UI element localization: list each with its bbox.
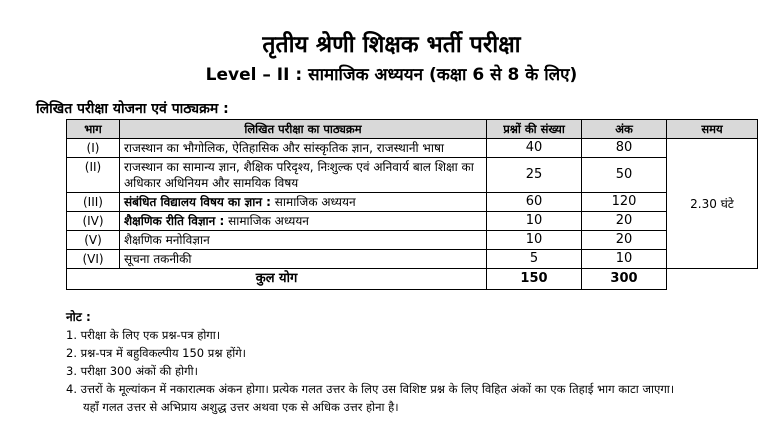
row-syllabus (120, 212, 487, 231)
row-syllabus (120, 139, 487, 158)
table-row (67, 193, 758, 212)
row-marks: 20 (582, 231, 667, 250)
total-label: कुल योग (67, 269, 487, 290)
header-syllabus: लिखित परीक्षा का पाठ्यक्रम (120, 120, 487, 139)
note-number: 4. (66, 382, 77, 396)
header-time: समय (667, 120, 758, 139)
row-syllabus (120, 158, 487, 193)
row-questions: 10 (487, 212, 582, 231)
row-syllabus (120, 193, 487, 212)
row-syllabus-text: राजस्थान का भौगोलिक, ऐतिहासिक और सांस्कृतिक ज्ञान, राजस्थानी भाषा (124, 141, 445, 155)
section-heading: लिखित परीक्षा योजना एवं पाठ्यक्रम : (36, 101, 229, 117)
header-questions: प्रश्नों की संख्या (487, 120, 582, 139)
table-header-row (67, 120, 758, 139)
row-syllabus-bold: शैक्षणिक रीति विज्ञान : (124, 214, 225, 228)
total-questions: 150 (487, 269, 582, 290)
row-questions: 10 (487, 231, 582, 250)
note-item (66, 344, 766, 362)
row-syllabus-text: सूचना तकनीकी (124, 252, 192, 266)
note-number: 1. (66, 328, 77, 342)
note-item (66, 380, 766, 416)
note-text: उत्तरों के मूल्यांकन में नकारात्मक अंकन होगा। प्रत्येक गलत उत्तर के लिए उस विशिष्ट प्रश्न के लिए विहित अंकों का एक तिहाई भाग काटा जाएगा। (80, 382, 675, 396)
note-item (66, 362, 766, 380)
row-part: (IV) (67, 212, 120, 231)
total-marks: 300 (582, 269, 667, 290)
page-subtitle: Level – II : सामाजिक अध्ययन (कक्षा 6 से 8 के लिए) (205, 65, 578, 85)
note-number: 3. (66, 364, 77, 378)
row-questions: 40 (487, 139, 582, 158)
notes-section (66, 308, 766, 416)
header-part: भाग (67, 120, 120, 139)
row-syllabus-text: शैक्षणिक मनोविज्ञान (124, 233, 210, 247)
table-total-row (67, 269, 758, 290)
row-syllabus-text: राजस्थान का सामान्य ज्ञान, शैक्षिक परिदृश्य, निःशुल्क एवं अनिवार्य बाल शिक्षा का अधिकार अधिनियम और सामयिक विषय (124, 160, 474, 190)
header-marks: अंक (582, 120, 667, 139)
exam-scheme-table (66, 119, 758, 290)
row-part: (III) (67, 193, 120, 212)
table-row (67, 158, 758, 193)
row-marks: 80 (582, 139, 667, 158)
row-questions: 5 (487, 250, 582, 269)
notes-title: नोट : (66, 310, 91, 324)
row-syllabus-text: सामाजिक अध्ययन (270, 195, 356, 209)
note-item (66, 326, 766, 344)
row-marks: 20 (582, 212, 667, 231)
note-continuation: यहाँ गलत उत्तर से अभिप्राय अशुद्ध उत्तर अथवा एक से अधिक उत्तर होना है। (83, 400, 399, 414)
row-marks: 50 (582, 158, 667, 193)
row-part: (II) (67, 158, 120, 193)
page-title: तृतीय श्रेणी शिक्षक भर्ती परीक्षा (262, 32, 521, 58)
row-questions: 25 (487, 158, 582, 193)
total-blank-cell (667, 269, 758, 290)
exam-duration: 2.30 घंटे (667, 139, 758, 269)
note-text: परीक्षा के लिए एक प्रश्न-पत्र होगा। (80, 328, 221, 342)
table-row (67, 231, 758, 250)
row-syllabus (120, 231, 487, 250)
row-marks: 10 (582, 250, 667, 269)
row-syllabus (120, 250, 487, 269)
note-text: परीक्षा 300 अंकों की होगी। (80, 364, 198, 378)
row-marks: 120 (582, 193, 667, 212)
row-syllabus-text: सामाजिक अध्ययन (224, 214, 309, 228)
row-questions: 60 (487, 193, 582, 212)
row-part: (V) (67, 231, 120, 250)
row-part: (I) (67, 139, 120, 158)
note-number: 2. (66, 346, 77, 360)
table-row (67, 212, 758, 231)
notes-list (66, 326, 766, 416)
row-part: (VI) (67, 250, 120, 269)
table-row (67, 250, 758, 269)
row-syllabus-bold: संबंधित विद्यालय विषय का ज्ञान : (124, 195, 271, 209)
table-row (67, 139, 758, 158)
note-text: प्रश्न-पत्र में बहुविकल्पीय 150 प्रश्न होंगे। (80, 346, 247, 360)
